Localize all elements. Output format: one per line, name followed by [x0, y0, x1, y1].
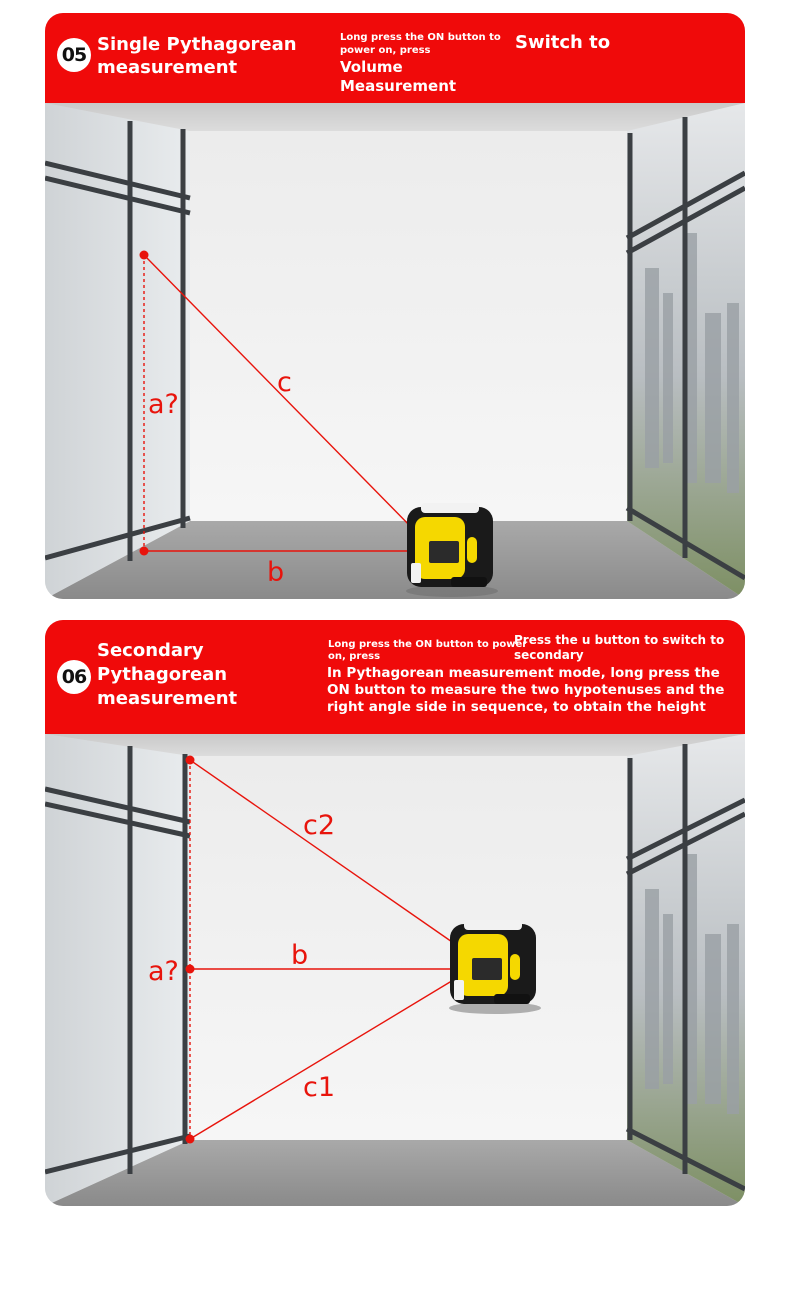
- secondary-pythagorean-panel: [45, 620, 745, 1206]
- label-c: c: [277, 367, 292, 398]
- back-wall: [190, 756, 627, 1140]
- room-illustration-2: [45, 734, 745, 1206]
- laser-tape-measure-device: [449, 920, 541, 1014]
- room-illustration-1: [45, 103, 745, 599]
- room-scene-2: [45, 734, 745, 1206]
- panel2-header: [45, 620, 745, 734]
- panel2-switch-line2: secondary: [514, 648, 584, 662]
- laser-point-top: [140, 251, 149, 260]
- label-a: a?: [148, 389, 179, 420]
- panel2-title-line2: Pythagorean: [97, 664, 228, 685]
- room-scene-1: [45, 103, 745, 599]
- panel2-title-line3: measurement: [97, 688, 238, 709]
- laser-tape-measure-device: [406, 503, 498, 597]
- panel2-desc-line3: right angle side in sequence, to obtain the height: [327, 699, 706, 715]
- panel1-note-line2: power on, press: [340, 45, 431, 56]
- panel1-switch-text: Switch to: [515, 32, 611, 53]
- back-wall: [190, 131, 627, 521]
- panel1-mode-line1: Volume: [340, 58, 403, 76]
- laser-point-middle: [186, 965, 195, 974]
- label-b: b: [267, 557, 285, 588]
- panel2-note-line1: Long press the ON button to power: [328, 639, 528, 650]
- laser-point-bottom: [140, 547, 149, 556]
- panel1-title-line1: Single Pythagorean: [97, 34, 297, 55]
- panel2-title-line1: Secondary: [97, 640, 204, 661]
- panel2-switch-line1: Press the u button to switch to: [514, 633, 725, 647]
- panel1-title-line2: measurement: [97, 57, 238, 78]
- label-b: b: [291, 940, 309, 971]
- laser-point-bottom: [186, 1135, 195, 1144]
- panel1-note-line1: Long press the ON button to: [340, 32, 501, 43]
- panel2-note-line2: on, press: [328, 651, 381, 662]
- panel2-desc-line2: ON button to measure the two hypotenuses and the: [327, 682, 725, 698]
- panel1-mode-line2: Measurement: [340, 77, 457, 95]
- label-c2: c2: [303, 810, 336, 841]
- panel1-header: [45, 13, 745, 103]
- laser-point-top: [186, 756, 195, 765]
- step-badge: 05: [57, 38, 91, 72]
- panel2-desc-line1: In Pythagorean measurement mode, long press the: [327, 665, 720, 681]
- single-pythagorean-panel: [45, 13, 745, 599]
- label-c1: c1: [303, 1072, 336, 1103]
- label-a: a?: [148, 956, 179, 987]
- step-badge: 06: [57, 660, 91, 694]
